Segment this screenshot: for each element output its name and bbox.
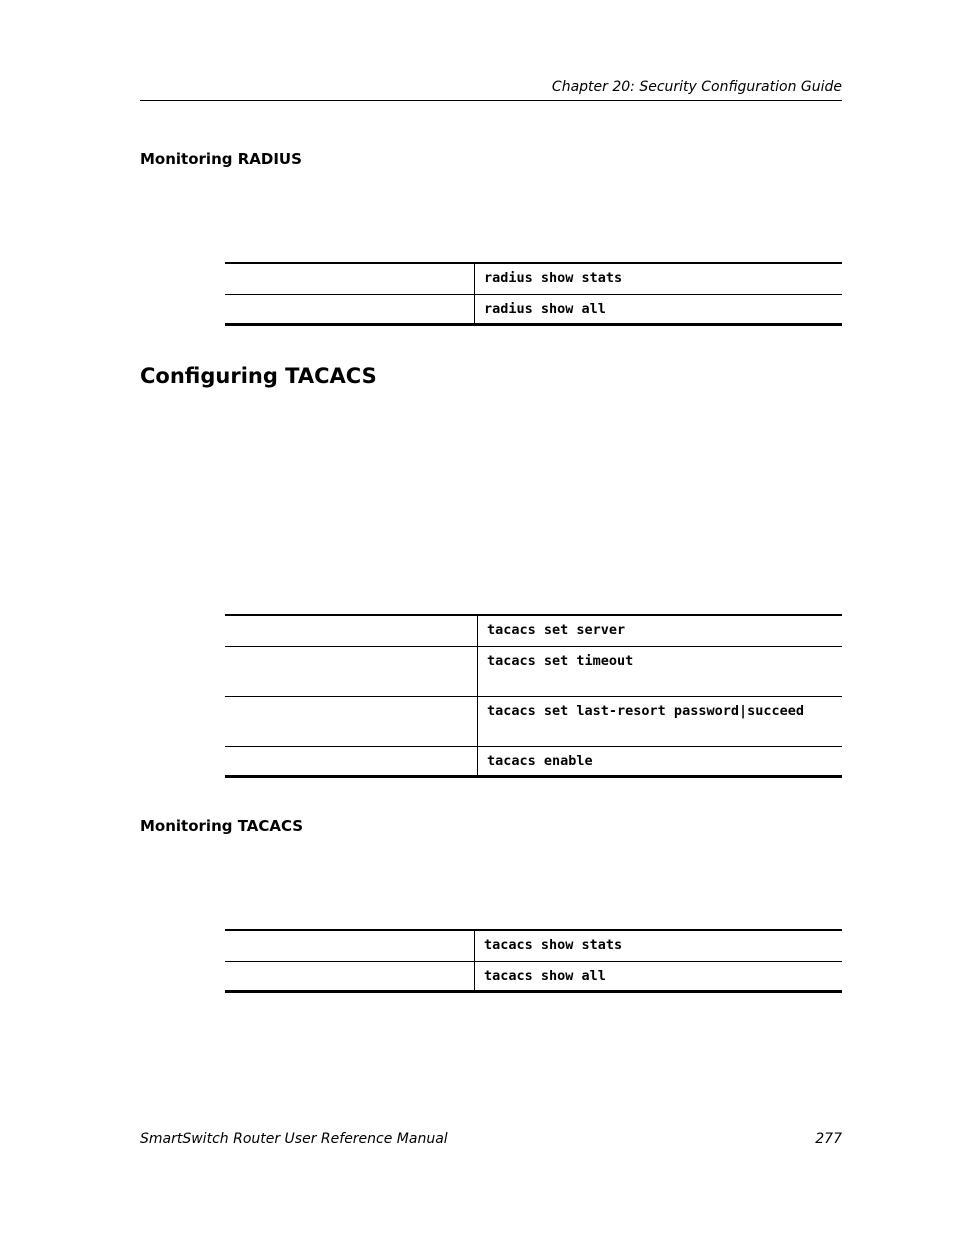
running-header: Chapter 20: Security Configuration Guide: [551, 79, 842, 95]
table-cell-description: [225, 615, 478, 646]
table-cell-command: tacacs set last-resort password|succeed: [478, 696, 843, 746]
table-cell-command: radius show stats: [475, 263, 843, 294]
heading-monitoring-radius: Monitoring RADIUS: [140, 150, 302, 168]
footer-manual-title: SmartSwitch Router User Reference Manual: [140, 1131, 448, 1147]
table-cell-description: [225, 646, 478, 696]
table-cell-description: [225, 746, 478, 776]
table-row: [225, 615, 842, 646]
radius-monitor-table: [225, 262, 842, 326]
table-cell-command: tacacs set server: [478, 615, 843, 646]
table-cell-description: [225, 263, 475, 294]
table-cell-description: [225, 961, 475, 991]
table-row: [225, 294, 842, 324]
table-cell-command: tacacs set timeout: [478, 646, 843, 696]
tacacs-monitor-table: [225, 929, 842, 993]
table-cell-command: radius show all: [475, 294, 843, 324]
table-cell-description: [225, 294, 475, 324]
table-cell-command: tacacs show stats: [475, 930, 843, 961]
header-rule: [140, 100, 842, 101]
table-row: [225, 746, 842, 776]
table-row: [225, 263, 842, 294]
table-row: [225, 696, 842, 746]
table-cell-description: [225, 696, 478, 746]
tacacs-config-table: [225, 614, 842, 778]
table-row: [225, 646, 842, 696]
table-row: [225, 961, 842, 991]
footer-page-number: 277: [815, 1131, 842, 1147]
heading-configuring-tacacs: Configuring TACACS: [140, 364, 377, 388]
heading-monitoring-tacacs: Monitoring TACACS: [140, 817, 304, 835]
table-cell-command: tacacs show all: [475, 961, 843, 991]
table-cell-description: [225, 930, 475, 961]
table-row: [225, 930, 842, 961]
table-cell-command: tacacs enable: [478, 746, 843, 776]
